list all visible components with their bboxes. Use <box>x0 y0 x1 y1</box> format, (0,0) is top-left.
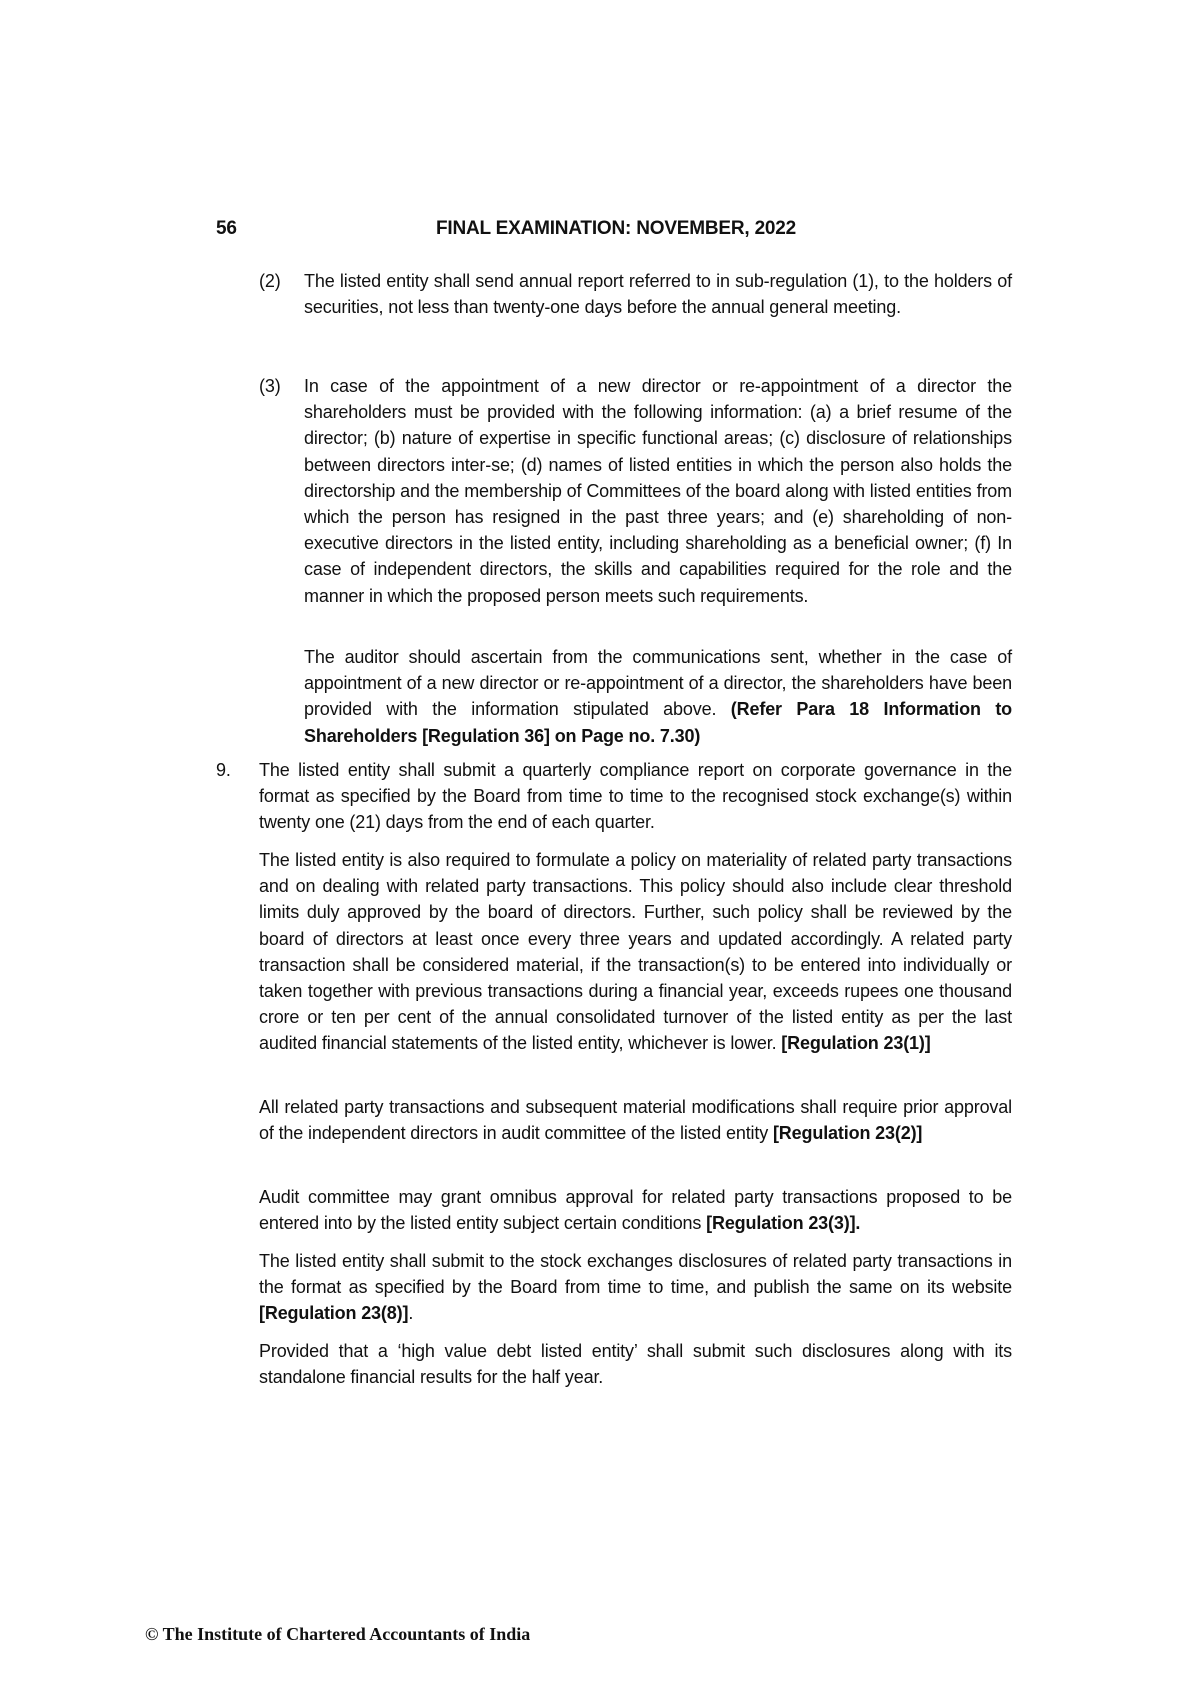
item-text: In case of the appointment of a new director or re-appointment of a director the shareholders must be provided with the following information: (a) a brief resume of the director; (b) nature of expertise in specific functional areas; (c) disclosure of relationships between directors inter-se; (d) names of listed entities in which the person also holds the directorship and the membership of Committees of the board along with listed entities from which the person has resigned in the past three years; and (e) shareholding of non-executive directors in the listed entity, including shareholding as a beneficial owner; (f) In case of independent directors, the skills and capabilities required for the role and the manner in which the proposed person meets such requirements. <box>304 376 1012 606</box>
copyright-footer: © The Institute of Chartered Accountants of India <box>145 1624 531 1644</box>
approval-paragraph <box>259 1094 1012 1146</box>
page-header <box>216 218 1016 248</box>
omnibus-paragraph <box>259 1184 1012 1236</box>
paragraph-text: The auditor should ascertain from the communications sent, whether in the case of appointment of a new director or re-appointment of a director, the shareholders have been provided with the information stipulated above. <box>304 647 1012 720</box>
disclosure-paragraph <box>259 1248 1012 1327</box>
sub-regulation-3 <box>259 373 1012 609</box>
paragraph-text: Audit committee may grant omnibus approval for related party transactions proposed to be entered into by the listed entity subject certain conditions <box>259 1187 1012 1234</box>
paragraph-text: The listed entity is also required to formulate a policy on materiality of related party transactions and on dealing with related party transactions. This policy should also include clear threshold limits duly approved by the board of directors. Further, such policy shall be reviewed by the board of directors at least once every three years and updated accordingly. A related party transaction shall be considered material, if the transaction(s) to be entered into individually or taken together with previous transactions during a financial year, exceeds rupees one thousand crore or ten per cent of the annual consolidated turnover of the listed entity as per the last audited financial statements of the listed entity, whichever is lower. <box>259 850 1012 1054</box>
item-text: The listed entity shall submit a quarterly compliance report on corporate governance in the format as specified by the Board from time to time to the recognised stock exchange(s) within twenty one (21) days from the end of each quarter. <box>259 760 1012 833</box>
paragraph-text: The listed entity shall submit to the stock exchanges disclosures of related party transactions in the format as specified by the Board from time to time, and publish the same on its website <box>259 1251 1012 1298</box>
item-text: The listed entity shall send annual report referred to in sub-regulation (1), to the holders of securities, not less than twenty-one days before the annual general meeting. <box>304 271 1012 318</box>
paragraph-reference: [Regulation 23(8)] <box>259 1303 409 1324</box>
paragraph-reference: (Refer Para 18 Information to Shareholders [Regulation 36] on Page no. 7.30) <box>304 699 1013 746</box>
paragraph-tail: . <box>408 1303 414 1324</box>
page-number: 56 <box>216 218 237 239</box>
paragraph-text: All related party transactions and subsequent material modifications shall require prior approval of the independent directors in audit committee of the listed entity <box>259 1097 1012 1144</box>
paragraph-text: Provided that a ‘high value debt listed entity’ shall submit such disclosures along with its standalone financial results for the half year. <box>259 1341 1012 1388</box>
paragraph-reference: [Regulation 23(2)] <box>772 1123 923 1144</box>
policy-paragraph <box>259 847 1012 1057</box>
proviso-paragraph <box>259 1338 1012 1390</box>
list-item-9 <box>216 757 1012 836</box>
item-number: (3) <box>259 376 281 396</box>
page-title: FINAL EXAMINATION: NOVEMBER, 2022 <box>435 218 797 239</box>
item-number: (2) <box>259 271 281 291</box>
sub-regulation-2 <box>259 268 1012 320</box>
paragraph-reference: [Regulation 23(3)]. <box>706 1213 861 1234</box>
paragraph-reference: [Regulation 23(1)] <box>781 1033 931 1054</box>
auditor-paragraph <box>304 644 1012 749</box>
item-number: 9. <box>216 760 231 780</box>
